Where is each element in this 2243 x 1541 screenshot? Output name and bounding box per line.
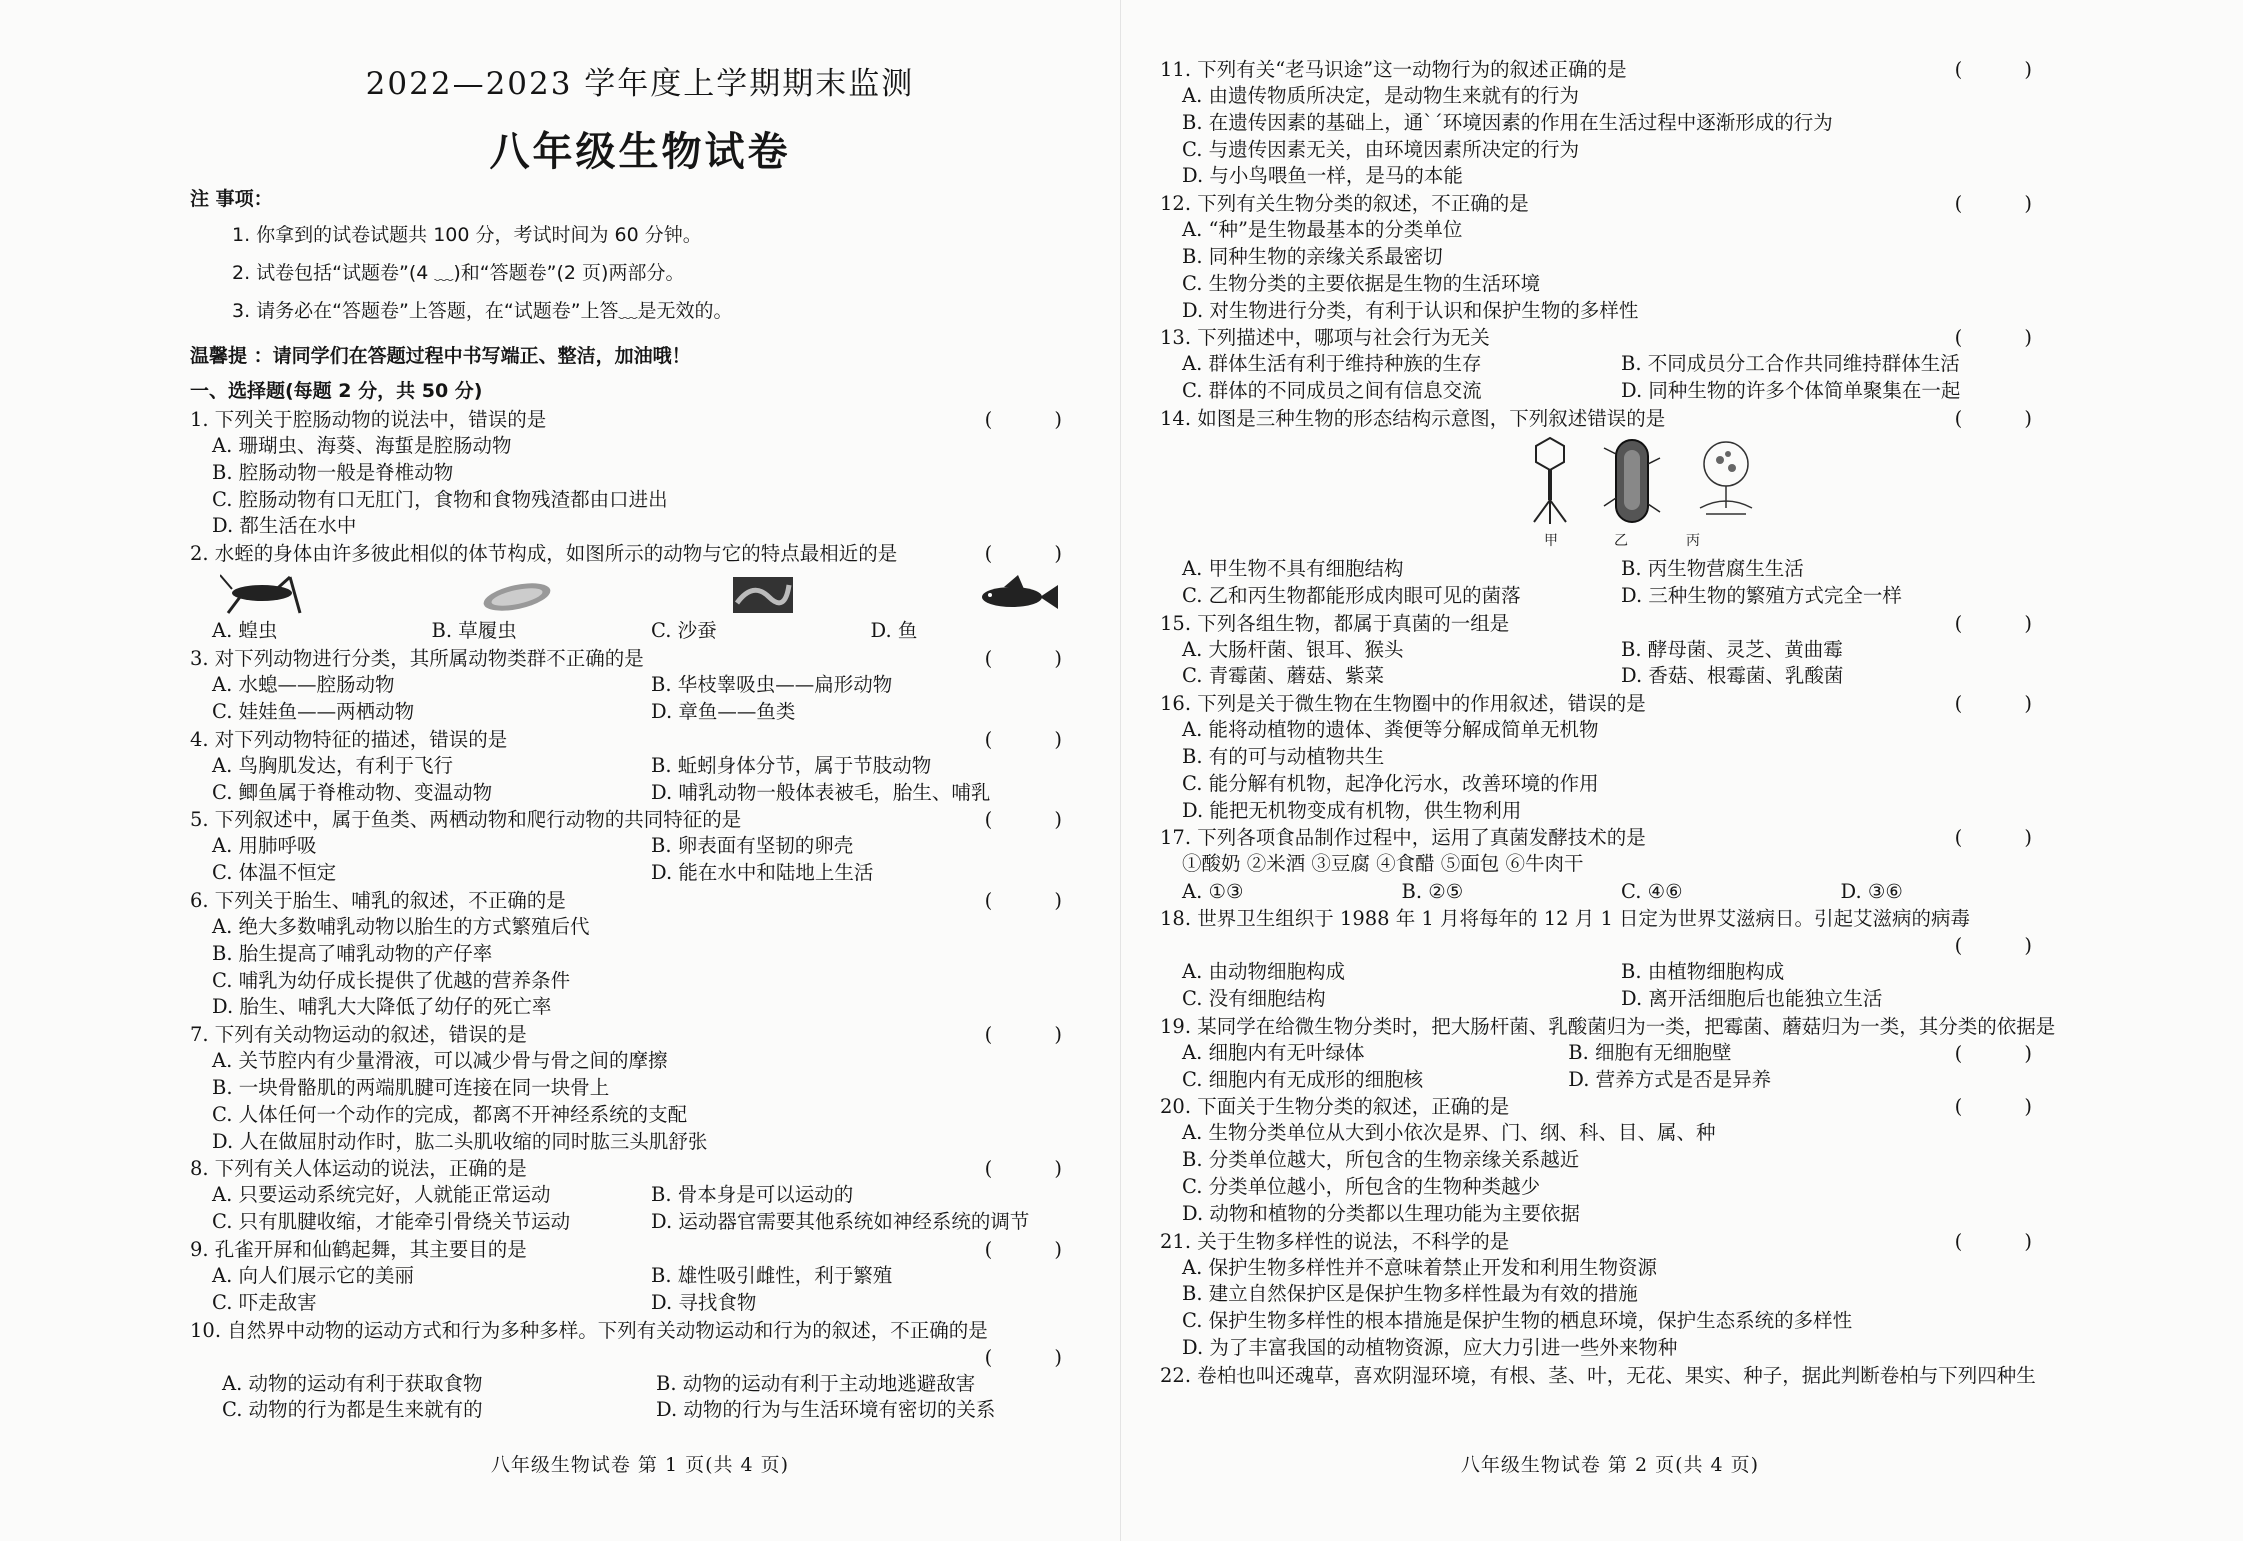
- option: C. 青霉菌、蘑菇、紫菜: [1182, 664, 1385, 688]
- answer-paren: ( ): [984, 1237, 1090, 1261]
- option: A. 能将动植物的遗体、粪便等分解成简单无机物: [1182, 718, 1599, 742]
- option: C. 生物分类的主要依据是生物的生活环境: [1182, 271, 1541, 295]
- question-stem: 10. 自然界中动物的运动方式和行为多种多样。下列有关动物运动和行为的叙述，不正确的是: [190, 1318, 988, 1342]
- question-9: [190, 1236, 1090, 1317]
- questions-right: [1160, 56, 2060, 1389]
- page-fold-divider: [1120, 0, 1121, 1541]
- option: D. 运动器官需要其他系统如神经系统的调节: [651, 1210, 1030, 1234]
- option: D. 胎生、哺乳大大降低了幼仔的死亡率: [212, 995, 552, 1019]
- question-11: [1160, 56, 2060, 190]
- option: C. 乙和丙生物都能形成肉眼可见的菌落: [1182, 583, 1521, 607]
- answer-paren: ( ): [984, 1023, 1090, 1047]
- bacterium-icon: [1604, 440, 1660, 522]
- question-items: ①酸奶 ②米酒 ③豆腐 ④食醋 ⑤面包 ⑥牛肉干: [1182, 852, 1584, 876]
- question-2: [190, 540, 1090, 645]
- answer-paren: ( ): [1954, 406, 2060, 430]
- option: C. 与遗传因素无关，由环境因素所决定的行为: [1182, 137, 1580, 161]
- option: D. 能在水中和陆地上生活: [651, 861, 874, 885]
- question-stem: 11. 下列有关“老马识途”这一动物行为的叙述正确的是: [1160, 58, 1627, 81]
- option: B. 丙生物营腐生生活: [1621, 556, 1804, 580]
- section-heading: 一、选择题(每题 2 分，共 50 分): [190, 380, 483, 402]
- option: B. 胎生提高了哺乳动物的产仔率: [212, 941, 493, 965]
- answer-paren: ( ): [1954, 192, 2060, 216]
- option: A. 由动物细胞构成: [1182, 960, 1345, 984]
- option: D. 能把无机物变成有机物，供生物利用: [1182, 798, 1522, 822]
- question-5: [190, 806, 1090, 887]
- answer-paren: ( ): [1954, 58, 2060, 81]
- option: D. 动物的行为与生活环境有密切的关系: [656, 1398, 996, 1422]
- option: D. 对生物进行分类，有利于认识和保护生物的多样性: [1182, 298, 1639, 322]
- note-item: 2. 试卷包括“试题卷”(4 ﹏)和“答题卷”(2 页)两部分。: [232, 262, 685, 284]
- notes-heading: 注 事项：: [190, 188, 273, 210]
- answer-paren: ( ): [984, 1157, 1090, 1181]
- question-stem: 20. 下面关于生物分类的叙述，正确的是: [1160, 1095, 1510, 1119]
- option: D. 章鱼——鱼类: [651, 699, 796, 723]
- page-1: [180, 0, 1100, 1541]
- option: A. 关节腔内有少量滑液，可以减少骨与骨之间的摩擦: [212, 1049, 668, 1073]
- option: B. 草履虫: [431, 619, 517, 643]
- option: A. 群体生活有利于维持种族的生存: [1182, 352, 1482, 376]
- exam-subtitle: 八年级生物试卷: [489, 129, 791, 175]
- option: D. 香菇、根霉菌、乳酸菌: [1621, 664, 1844, 688]
- option: A. 由遗传物质所决定，是动物生来就有的行为: [1182, 84, 1579, 107]
- answer-paren: ( ): [984, 888, 1090, 912]
- question-14: [1160, 405, 2060, 610]
- option: D. 与小鸟喂鱼一样，是马的本能: [1182, 164, 1463, 188]
- option: C. 沙蚕: [651, 619, 717, 643]
- option: A. 细胞内有无叶绿体: [1182, 1040, 1365, 1064]
- option: B. 建立自然保护区是保护生物多样性最为有效的措施: [1182, 1282, 1638, 1306]
- option: B. ②⑤: [1401, 880, 1464, 904]
- option: B. 一块骨骼肌的两端肌腱可连接在同一块骨上: [212, 1075, 610, 1099]
- question-18: [1160, 905, 2060, 1013]
- exam-title: 2022—2023 学年度上学期期末监测: [365, 66, 915, 102]
- option: A. 水螅——腔肠动物: [212, 673, 395, 697]
- option: B. 在遗传因素的基础上，通`´环境因素的作用在生活过程中逐渐形成的行为: [1182, 110, 1833, 134]
- option: A. 动物的运动有利于获取食物: [222, 1371, 483, 1395]
- option: A. 用肺呼吸: [212, 834, 317, 858]
- option: C. 吓走敌害: [212, 1290, 317, 1314]
- animal-images: [190, 567, 1090, 617]
- answer-paren: ( ): [1954, 1095, 2060, 1119]
- question-22: [1160, 1362, 2060, 1389]
- fungus-icon: [1700, 442, 1752, 514]
- option: A. 只要运动系统完好，人就能正常运动: [212, 1183, 551, 1207]
- option: D. 为了丰富我国的动植物资源，应大力引进一些外来物种: [1182, 1335, 1678, 1359]
- question-1: [190, 406, 1090, 540]
- answer-paren: ( ): [1954, 1041, 2060, 1065]
- answer-paren: ( ): [1954, 1229, 2060, 1253]
- question-stem: 13. 下列描述中，哪项与社会行为无关: [1160, 326, 1490, 350]
- question-19: [1160, 1013, 2060, 1094]
- option: A. ①③: [1182, 880, 1244, 904]
- option: D. 人在做屈肘动作时，肱二头肌收缩的同时肱三头肌舒张: [212, 1129, 708, 1153]
- option: A. 甲生物不具有细胞结构: [1182, 556, 1404, 580]
- option: B. 酵母菌、灵芝、黄曲霉: [1621, 637, 1843, 661]
- question-stem: 12. 下列有关生物分类的叙述，不正确的是: [1160, 192, 1529, 216]
- question-stem: 22. 卷柏也叫还魂草，喜欢阴湿环境，有根、茎、叶，无花、果实、种子，据此判断卷柏与下列四种生: [1160, 1363, 2036, 1387]
- question-stem: 17. 下列各项食品制作过程中，运用了真菌发酵技术的是: [1160, 826, 1646, 850]
- answer-paren: ( ): [984, 1345, 1090, 1369]
- answer-paren: ( ): [1954, 826, 2060, 850]
- question-20: [1160, 1093, 2060, 1227]
- option: C. 体温不恒定: [212, 861, 337, 885]
- question-stem: 7. 下列有关动物运动的叙述，错误的是: [190, 1023, 527, 1047]
- option: A. 大肠杆菌、银耳、猴头: [1182, 637, 1404, 661]
- answer-paren: ( ): [1954, 692, 2060, 716]
- question-stem: 18. 世界卫生组织于 1988 年 1 月将每年的 12 月 1 日定为世界艾滋病日。引起艾滋病的病毒: [1160, 907, 1971, 931]
- option: C. 只有肌腱收缩，才能牵引骨绕关节运动: [212, 1210, 571, 1234]
- page-footer: 八年级生物试卷 第 2 页(共 4 页): [1460, 1454, 1760, 1476]
- organism-figure: [1160, 432, 2060, 556]
- option: B. 骨本身是可以运动的: [651, 1183, 854, 1207]
- option: C. 人体任何一个动作的完成，都离不开神经系统的支配: [212, 1102, 688, 1126]
- answer-paren: ( ): [1954, 326, 2060, 350]
- question-stem: 8. 下列有关人体运动的说法，正确的是: [190, 1157, 527, 1181]
- clamworm-icon: [723, 573, 803, 617]
- option: B. 由植物细胞构成: [1621, 960, 1785, 984]
- option: B. 分类单位越大，所包含的生物亲缘关系越近: [1182, 1148, 1580, 1172]
- option: D. 同种生物的许多个体简单聚集在一起: [1621, 379, 1961, 403]
- option: A. 生物分类单位从大到小依次是界、门、纲、科、目、属、种: [1182, 1121, 1716, 1145]
- question-15: [1160, 610, 2060, 691]
- question-21: [1160, 1228, 2060, 1362]
- option: D. 寻找食物: [651, 1290, 757, 1314]
- answer-paren: ( ): [1954, 611, 2060, 635]
- option: C. 腔肠动物有口无肛门，食物和食物残渣都由口进出: [212, 487, 668, 511]
- option: B. 华枝睾吸虫——扁形动物: [651, 673, 893, 697]
- option: A. “种”是生物最基本的分类单位: [1182, 218, 1463, 242]
- image-labels: [190, 617, 1090, 645]
- answer-paren: ( ): [984, 727, 1090, 751]
- warm-tip: 温馨提 ：请同学们在答题过程中书写端正、整洁，加油哦！: [190, 345, 691, 367]
- option: C. 细胞内有无成形的细胞核: [1182, 1067, 1424, 1091]
- note-item: 1. 你拿到的试卷试题共 100 分，考试时间为 60 分钟。: [232, 224, 702, 246]
- question-12: [1160, 190, 2060, 324]
- option: D. ③⑥: [1840, 880, 1903, 904]
- question-stem: 6. 下列关于胎生、哺乳的叙述，不正确的是: [190, 888, 566, 912]
- question-stem: 5. 下列叙述中，属于鱼类、两栖动物和爬行动物的共同特征的是: [190, 808, 742, 832]
- figure-label: 甲: [1544, 532, 1558, 549]
- option: B. 细胞有无细胞壁: [1568, 1040, 1732, 1064]
- figure-label: 丙: [1686, 532, 1700, 549]
- question-stem: 2. 水蛭的身体由许多彼此相似的体节构成，如图所示的动物与它的特点最相近的是: [190, 542, 898, 566]
- question-stem: 14. 如图是三种生物的形态结构示意图，下列叙述错误的是: [1160, 406, 1666, 430]
- question-stem: 15. 下列各组生物，都属于真菌的一组是: [1160, 611, 1510, 635]
- option: C. 能分解有机物，起净化污水，改善环境的作用: [1182, 771, 1599, 795]
- option: A. 绝大多数哺乳动物以胎生的方式繁殖后代: [212, 914, 590, 938]
- page-2: [1150, 0, 2070, 1541]
- option: C. 没有细胞结构: [1182, 986, 1326, 1010]
- option: C. 哺乳为幼仔成长提供了优越的营养条件: [212, 968, 571, 992]
- option: A. 保护生物多样性并不意味着禁止开发和利用生物资源: [1182, 1255, 1657, 1279]
- question-10: [190, 1317, 1090, 1425]
- option: D. 离开活细胞后也能独立生活: [1621, 986, 1883, 1010]
- question-7: [190, 1021, 1090, 1155]
- answer-paren: ( ): [984, 808, 1090, 832]
- option: D. 都生活在水中: [212, 514, 357, 538]
- option: C. 保护生物多样性的根本措施是保护生物的栖息环境，保护生态系统的多样性: [1182, 1309, 1853, 1333]
- option: A. 珊瑚虫、海葵、海蜇是腔肠动物: [212, 434, 512, 457]
- question-3: [190, 645, 1090, 726]
- option: D. 鱼: [870, 619, 918, 643]
- virus-icon: [1534, 438, 1566, 524]
- option: C. 群体的不同成员之间有信息交流: [1182, 379, 1482, 403]
- option: A. 鸟胸肌发达，有利于飞行: [212, 753, 453, 777]
- option: D. 动物和植物的分类都以生理功能为主要依据: [1182, 1201, 1580, 1225]
- fish-icon: [970, 573, 1060, 617]
- figure-label: 乙: [1614, 532, 1628, 549]
- question-6: [190, 887, 1090, 1021]
- paramecium-icon: [477, 573, 557, 617]
- answer-paren: ( ): [1954, 934, 2060, 958]
- question-stem: 9. 孔雀开屏和仙鹤起舞，其主要目的是: [190, 1237, 527, 1261]
- question-stem: 1. 下列关于腔肠动物的说法中，错误的是: [190, 408, 547, 431]
- note-item: 3. 请务必在“答题卷”上答题，在“试题卷”上答﹏是无效的。: [232, 300, 733, 322]
- option: D. 三种生物的繁殖方式完全一样: [1621, 583, 1902, 607]
- question-stem: 19. 某同学在给微生物分类时，把大肠杆菌、乳酸菌归为一类，把霉菌、蘑菇归为一类，其分类的依据是: [1160, 1014, 2056, 1038]
- answer-paren: ( ): [984, 408, 1090, 431]
- option: B. 卵表面有坚韧的卵壳: [651, 834, 854, 858]
- questions-left: [190, 376, 1090, 1424]
- option: A. 蝗虫: [212, 619, 278, 643]
- option: B. 蚯蚓身体分节，属于节肢动物: [651, 753, 932, 777]
- option: C. 分类单位越小，所包含的生物种类越少: [1182, 1174, 1541, 1198]
- question-stem: 16. 下列是关于微生物在生物圈中的作用叙述，错误的是: [1160, 692, 1646, 716]
- option: A. 向人们展示它的美丽: [212, 1263, 414, 1287]
- answer-paren: ( ): [984, 647, 1090, 671]
- question-stem: 4. 对下列动物特征的描述，错误的是: [190, 727, 508, 751]
- locust-icon: [220, 573, 310, 617]
- option: C. 娃娃鱼——两栖动物: [212, 699, 415, 723]
- page-footer: 八年级生物试卷 第 1 页(共 4 页): [490, 1454, 790, 1476]
- option: B. 同种生物的亲缘关系最密切: [1182, 244, 1443, 268]
- question-8: [190, 1155, 1090, 1236]
- option: B. 不同成员分工合作共同维持群体生活: [1621, 352, 1960, 376]
- option: D. 哺乳动物一般体表被毛，胎生、哺乳: [651, 780, 991, 804]
- question-4: [190, 726, 1090, 807]
- option: C. ④⑥: [1621, 880, 1683, 904]
- question-stem: 21. 关于生物多样性的说法，不科学的是: [1160, 1229, 1510, 1253]
- question-13: [1160, 324, 2060, 405]
- question-17: [1160, 824, 2060, 905]
- option: D. 营养方式是否是异养: [1568, 1067, 1772, 1091]
- question-16: [1160, 690, 2060, 824]
- option: B. 雄性吸引雌性，利于繁殖: [651, 1263, 893, 1287]
- option: B. 有的可与动植物共生: [1182, 744, 1385, 768]
- notes-block: [190, 182, 1090, 376]
- option: C. 鲫鱼属于脊椎动物、变温动物: [212, 780, 493, 804]
- answer-paren: ( ): [984, 542, 1090, 566]
- question-stem: 3. 对下列动物进行分类，其所属动物类群不正确的是: [190, 647, 644, 671]
- option: C. 动物的行为都是生来就有的: [222, 1398, 483, 1422]
- option: B. 腔肠动物一般是脊椎动物: [212, 460, 454, 484]
- option: B. 动物的运动有利于主动地逃避敌害: [656, 1371, 976, 1395]
